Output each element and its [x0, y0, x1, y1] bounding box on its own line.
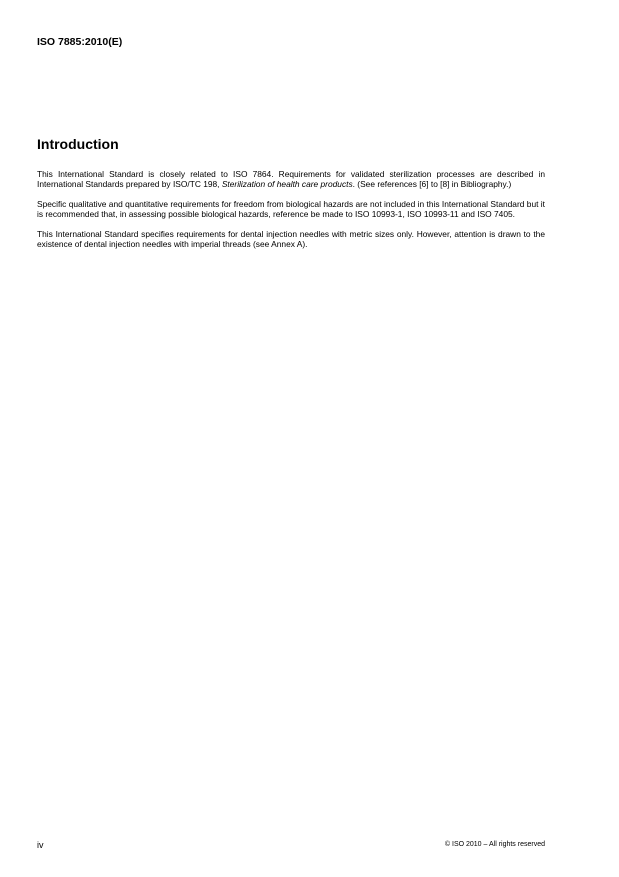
paragraph-3: This International Standard specifies requirements for dental injection needles with metric sizes only. However, attention is drawn to the existence of dental injection needles with imperial threads (see Annex A). [37, 229, 545, 249]
paragraph-1-text-end: . (See references [6] to [8] in Bibliography.) [352, 179, 512, 189]
paragraph-1 [37, 169, 545, 189]
paragraph-1-italic-title: Sterilization of health care products [221, 179, 353, 189]
document-id: ISO 7885:2010(E) [37, 36, 123, 48]
copyright-notice: © ISO 2010 – All rights reserved [444, 841, 545, 848]
section-body [37, 169, 545, 259]
paragraph-1-text: This International Standard is closely related to ISO 7864. Requirements for validated sterilization processes are described in International Standards prepared by ISO/TC 198, [37, 169, 545, 189]
page-number: iv [37, 840, 44, 850]
paragraph-2: Specific qualitative and quantitative requirements for freedom from biological hazards are not included in this International Standard but it is recommended that, in assessing possible biological hazards, reference be made to ISO 10993-1, ISO 10993-11 and ISO 7405. [37, 199, 545, 219]
section-heading: Introduction [37, 136, 119, 152]
